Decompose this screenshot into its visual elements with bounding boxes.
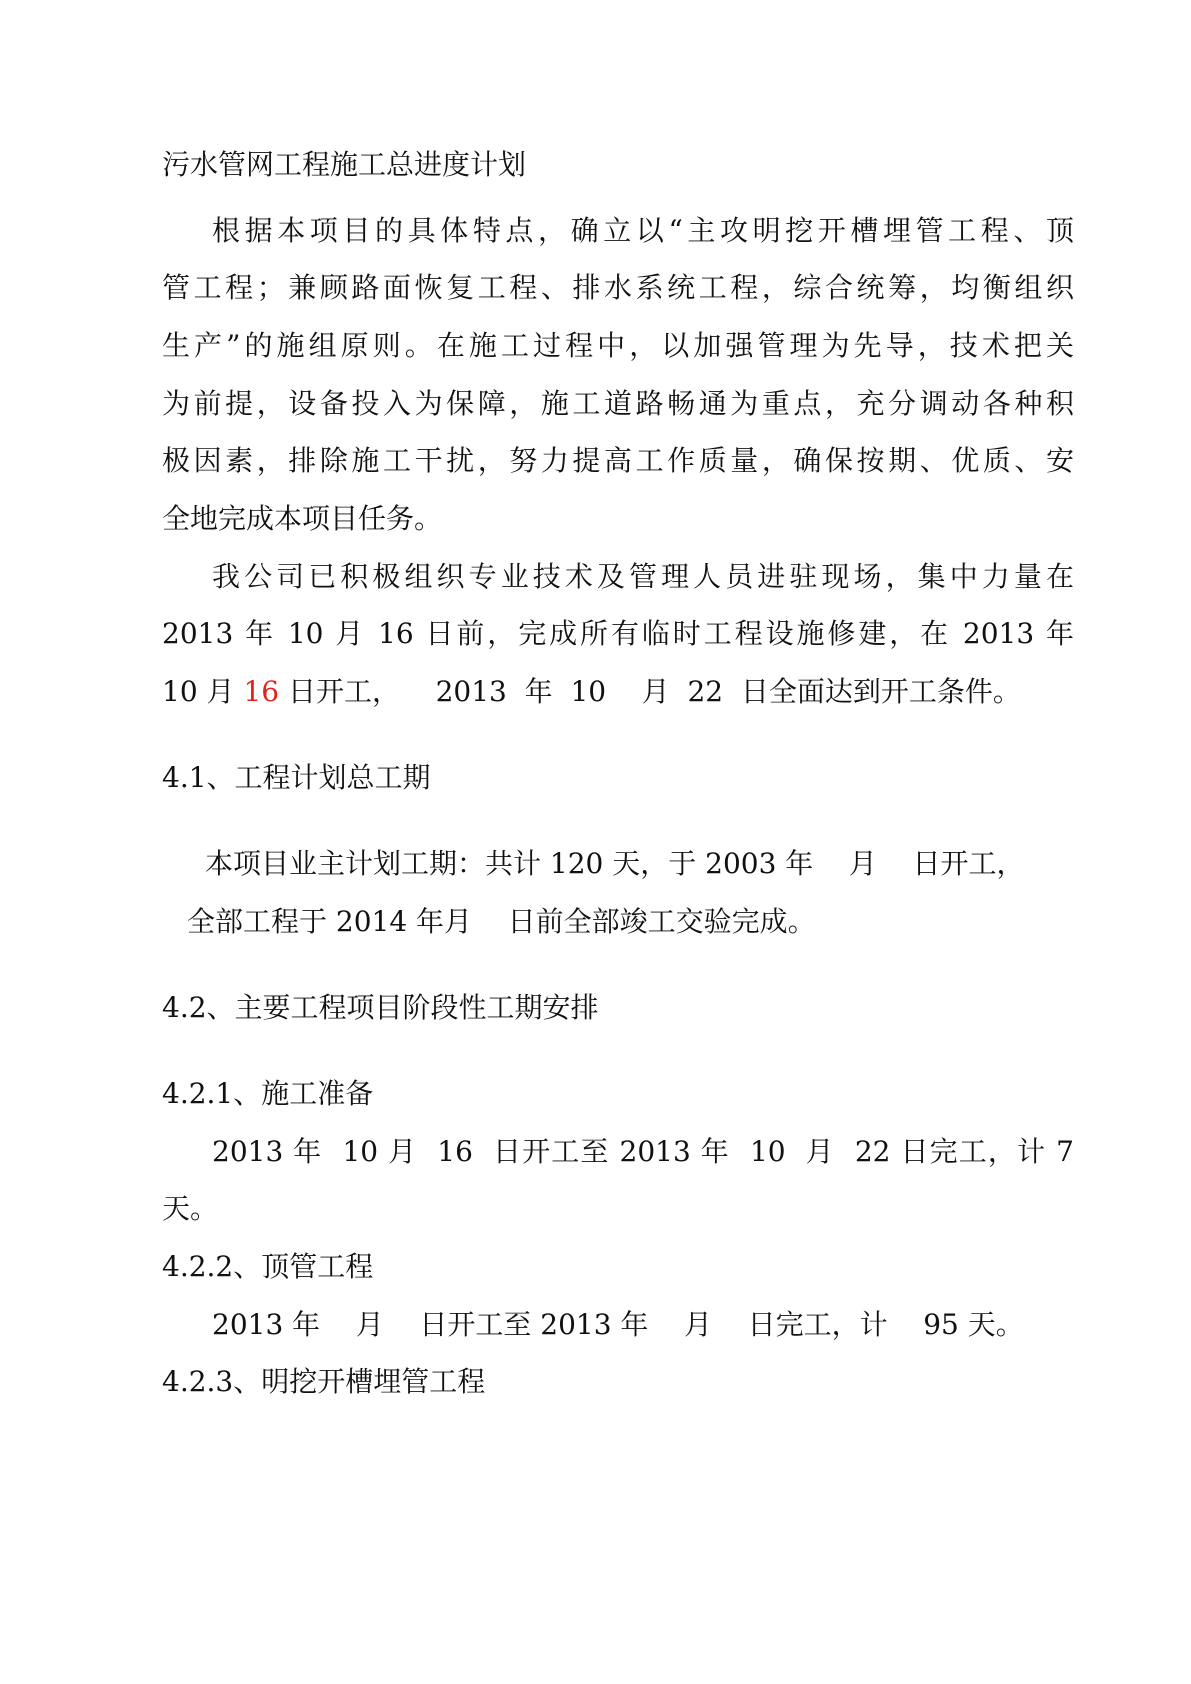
paragraph-line: 2013 年 10 月 16 日开工至 2013 年 10 月 22 日完工，计 7: [212, 1135, 1074, 1168]
text-segment: 日开工， 2013 年 10 月 22 日全面达到开工条件。: [279, 675, 1021, 708]
paragraph-line: 我公司已积极组织专业技术及管理人员进驻现场，集中力量在: [212, 560, 1074, 593]
paragraph-line: [162, 672, 1021, 712]
paragraph-line: 极因素，排除施工干扰，努力提高工作质量，确保按期、优质、安: [162, 444, 1074, 477]
paragraph-line: 生产”的施组原则。在施工过程中，以加强管理为先导，技术把关: [162, 329, 1074, 362]
section-heading-4-2: 4.2、主要工程项目阶段性工期安排: [162, 991, 599, 1024]
paragraph-line: 根据本项目的具体特点，确立以“主攻明挖开槽埋管工程、顶: [212, 214, 1074, 247]
paragraph-line: 管工程；兼顾路面恢复工程、排水系统工程，综合统筹，均衡组织: [162, 271, 1074, 304]
text-segment: 10 月: [162, 675, 244, 708]
paragraph-line: 为前提，设备投入为保障，施工道路畅通为重点，充分调动各种积: [162, 387, 1074, 420]
section-heading-4-1: 4.1、工程计划总工期: [162, 761, 431, 794]
highlighted-date: 16: [243, 675, 280, 708]
section-heading-4-2-2: 4.2.2、顶管工程: [162, 1250, 374, 1283]
paragraph-line: 全部工程于 2014 年月 日前全部竣工交验完成。: [187, 905, 816, 938]
section-heading-4-2-3: 4.2.3、明挖开槽埋管工程: [162, 1365, 486, 1398]
paragraph-line: 天。: [162, 1192, 219, 1225]
paragraph-line: 2013 年 10 月 16 日前，完成所有临时工程设施修建，在 2013 年: [162, 617, 1074, 650]
paragraph-line: 2013 年 月 日开工至 2013 年 月 日完工，计 95 天。: [212, 1308, 1024, 1341]
paragraph-line: 本项目业主计划工期：共计 120 天，于 2003 年 月 日开工，: [205, 847, 1025, 880]
paragraph-line: 全地完成本项目任务。: [162, 502, 443, 535]
section-heading-4-2-1: 4.2.1、施工准备: [162, 1077, 374, 1110]
document-title: 污水管网工程施工总进度计划: [162, 148, 527, 181]
